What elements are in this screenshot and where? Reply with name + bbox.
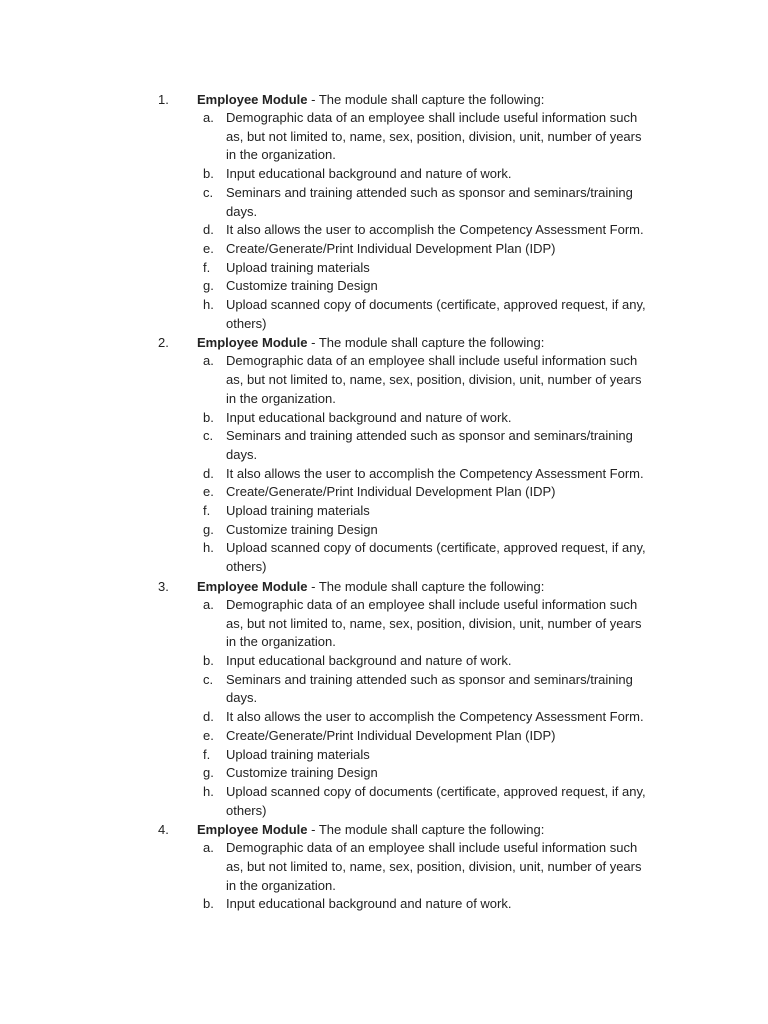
- sub-list-item: [0, 671, 768, 708]
- sub-list-letter: e.: [203, 727, 214, 743]
- sub-list-item: [0, 727, 768, 746]
- sub-list-text-line: Upload training materials: [226, 259, 370, 275]
- sub-list-letter: e.: [203, 240, 214, 256]
- sub-list-text: [226, 277, 696, 296]
- sub-list-text-line: in the organization.: [226, 147, 336, 163]
- sub-list-letter: g.: [203, 521, 214, 537]
- sub-list-text: [226, 165, 696, 184]
- sub-list-text-line: Seminars and training attended such as sponsor and seminars/training: [226, 184, 633, 200]
- list-item-title: Employee Module: [197, 92, 308, 107]
- sub-list-text-line: It also allows the user to accomplish the Competency Assessment Form.: [226, 222, 644, 238]
- list-item: [0, 90, 768, 333]
- sub-list-text-line: others): [226, 559, 267, 575]
- sub-list-text: [226, 259, 696, 278]
- list-item-description: - The module shall capture the following:: [307, 92, 545, 107]
- sub-list-letter: b.: [203, 409, 214, 425]
- sub-list-item: [0, 746, 768, 765]
- sub-list-text: [226, 184, 696, 221]
- sub-list-letter: g.: [203, 765, 214, 781]
- list-item-number: 3.: [158, 578, 169, 594]
- list-item-description: - The module shall capture the following:: [307, 822, 545, 838]
- sub-list-letter: a.: [203, 110, 214, 125]
- sub-list-text: [226, 409, 696, 428]
- sub-list-text-line: days.: [226, 690, 258, 706]
- sub-list-text: [226, 296, 696, 333]
- sub-list-letter: b.: [203, 652, 214, 668]
- list-item-title: Employee Module: [197, 335, 308, 351]
- sub-list-text-line: Demographic data of an employee shall include useful information such: [226, 110, 638, 125]
- sub-list-text-line: others): [226, 802, 267, 818]
- list-item-heading: [0, 820, 768, 839]
- sub-list-item: [0, 502, 768, 521]
- sub-list-letter: h.: [203, 540, 214, 556]
- sub-list-item: [0, 409, 768, 428]
- sub-list-text-line: It also allows the user to accomplish the Competency Assessment Form.: [226, 465, 644, 481]
- sub-list-text-line: as, but not limited to, name, sex, position, division, unit, number of years: [226, 128, 642, 144]
- sub-list-item: [0, 539, 768, 576]
- list-item-number: 2.: [158, 335, 169, 351]
- sub-list-text: [226, 839, 696, 895]
- sub-list-item: [0, 783, 768, 820]
- sub-list-letter: c.: [203, 428, 214, 444]
- list-item-text: [197, 333, 544, 352]
- sub-list-text-line: Upload scanned copy of documents (certificate, approved request, if any,: [226, 783, 646, 799]
- sub-list-letter: h.: [203, 783, 214, 799]
- sub-list-text: [226, 427, 696, 464]
- list-item-text: [197, 577, 544, 596]
- sub-list-text-line: Create/Generate/Print Individual Development Plan (IDP): [226, 727, 556, 743]
- sub-list-text-line: Input educational background and nature of work.: [226, 409, 512, 425]
- list-item: [0, 820, 768, 914]
- sub-list-text-line: Input educational background and nature of work.: [226, 652, 512, 668]
- sub-list-item: [0, 839, 768, 895]
- sub-list-item: [0, 109, 768, 165]
- sub-list-letter: e.: [203, 484, 214, 500]
- sub-list-item: [0, 352, 768, 408]
- sub-list-text-line: Customize training Design: [226, 765, 378, 781]
- sub-list-text: [226, 708, 696, 727]
- sub-list-text-line: days.: [226, 203, 258, 219]
- sub-list-text: [226, 539, 696, 576]
- sub-list-text-line: Upload training materials: [226, 746, 370, 762]
- sub-list-text: [226, 109, 696, 165]
- sub-list-text: [226, 352, 696, 408]
- list-item-text: [197, 820, 544, 839]
- sub-list-text: [226, 465, 696, 484]
- sub-list-item: [0, 184, 768, 221]
- sub-list-text: [226, 783, 696, 820]
- sub-list-item: [0, 165, 768, 184]
- list-item-heading: [0, 90, 768, 109]
- sub-list-text-line: Seminars and training attended such as sponsor and seminars/training: [226, 428, 633, 444]
- sub-list-text-line: Upload training materials: [226, 503, 370, 519]
- sub-list-text: [226, 671, 696, 708]
- sub-list-letter: b.: [203, 896, 214, 912]
- sub-list-item: [0, 764, 768, 783]
- sub-list-letter: c.: [203, 184, 214, 200]
- list-item-number: 4.: [158, 822, 169, 838]
- sub-list-text-line: Demographic data of an employee shall include useful information such: [226, 596, 638, 612]
- sub-list-text: [226, 764, 696, 783]
- sub-list-text: [226, 727, 696, 746]
- list-item-heading: [0, 577, 768, 596]
- sub-list-text-line: in the organization.: [226, 390, 336, 406]
- sub-list-text-line: Customize training Design: [226, 278, 378, 294]
- sub-list-text-line: Input educational background and nature of work.: [226, 166, 512, 182]
- sub-list-letter: d.: [203, 709, 214, 725]
- sub-list-text-line: Create/Generate/Print Individual Development Plan (IDP): [226, 484, 556, 500]
- sub-list-item: [0, 652, 768, 671]
- sub-list-item: [0, 521, 768, 540]
- sub-list-text: [226, 483, 696, 502]
- sub-list-item: [0, 708, 768, 727]
- sub-list-text-line: Upload scanned copy of documents (certificate, approved request, if any,: [226, 297, 646, 313]
- sub-list-item: [0, 895, 768, 914]
- sub-list-text-line: as, but not limited to, name, sex, position, division, unit, number of years: [226, 615, 642, 631]
- sub-list-item: [0, 221, 768, 240]
- sub-list-text-line: Upload scanned copy of documents (certificate, approved request, if any,: [226, 540, 646, 556]
- list-item-text: [197, 90, 544, 109]
- sub-list-text-line: days.: [226, 446, 258, 462]
- sub-list-text: [226, 596, 696, 652]
- list-item-description: - The module shall capture the following:: [307, 578, 545, 594]
- sub-list-letter: a.: [203, 596, 214, 612]
- sub-list-text-line: as, but not limited to, name, sex, position, division, unit, number of years: [226, 372, 642, 388]
- sub-list-letter: d.: [203, 465, 214, 481]
- sub-list-item: [0, 427, 768, 464]
- sub-list-text-line: Input educational background and nature of work.: [226, 896, 512, 912]
- sub-list-letter: c.: [203, 671, 214, 687]
- sub-list-text-line: Seminars and training attended such as sponsor and seminars/training: [226, 671, 633, 687]
- sub-list-text-line: in the organization.: [226, 634, 336, 650]
- list-item-number: 1.: [158, 92, 169, 107]
- list-item: [0, 577, 768, 820]
- sub-list-text: [226, 221, 696, 240]
- sub-list-letter: g.: [203, 278, 214, 294]
- sub-list-letter: b.: [203, 166, 214, 182]
- sub-list-item: [0, 596, 768, 652]
- document-page: [0, 90, 768, 914]
- sub-list-text-line: Demographic data of an employee shall include useful information such: [226, 840, 638, 856]
- sub-list-letter: f.: [203, 503, 211, 519]
- sub-list-text: [226, 652, 696, 671]
- sub-list-text: [226, 895, 696, 914]
- sub-list-item: [0, 465, 768, 484]
- sub-list-text: [226, 502, 696, 521]
- sub-list-item: [0, 259, 768, 278]
- sub-list-letter: h.: [203, 297, 214, 313]
- sub-list-text-line: Demographic data of an employee shall include useful information such: [226, 353, 638, 369]
- list-item-title: Employee Module: [197, 578, 308, 594]
- list-item-description: - The module shall capture the following:: [307, 335, 545, 351]
- sub-list-item: [0, 296, 768, 333]
- sub-list-item: [0, 483, 768, 502]
- sub-list-letter: d.: [203, 222, 214, 238]
- sub-list-text-line: Customize training Design: [226, 521, 378, 537]
- sub-list-letter: f.: [203, 259, 211, 275]
- sub-list-letter: a.: [203, 353, 214, 369]
- sub-list-text: [226, 521, 696, 540]
- sub-list-text-line: in the organization.: [226, 877, 336, 893]
- list-item: [0, 333, 768, 576]
- sub-list-text: [226, 746, 696, 765]
- sub-list-text-line: It also allows the user to accomplish the Competency Assessment Form.: [226, 709, 644, 725]
- sub-list-letter: f.: [203, 746, 211, 762]
- sub-list-text-line: Create/Generate/Print Individual Development Plan (IDP): [226, 240, 556, 256]
- sub-list-text: [226, 240, 696, 259]
- list-item-heading: [0, 333, 768, 352]
- sub-list-text-line: others): [226, 315, 267, 331]
- sub-list-letter: a.: [203, 840, 214, 856]
- sub-list-item: [0, 240, 768, 259]
- sub-list-text-line: as, but not limited to, name, sex, position, division, unit, number of years: [226, 859, 642, 875]
- sub-list-item: [0, 277, 768, 296]
- list-item-title: Employee Module: [197, 822, 308, 838]
